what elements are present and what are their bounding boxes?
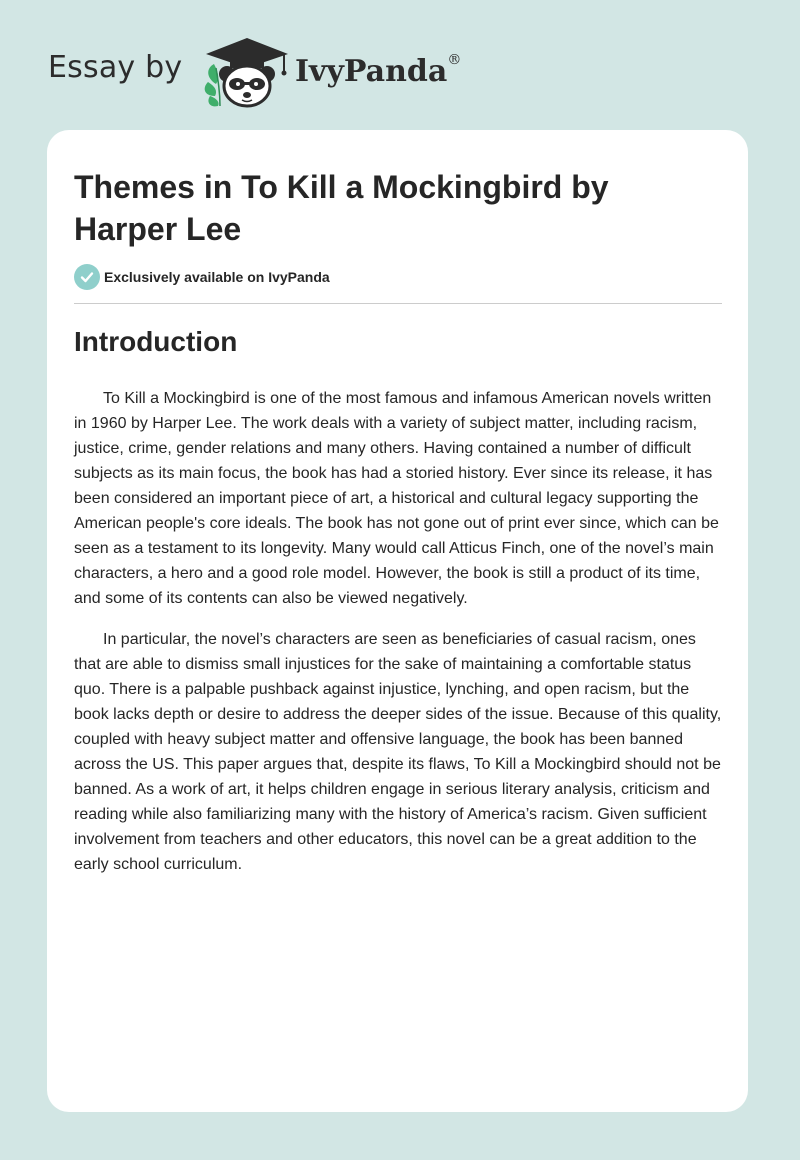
essay-card	[47, 130, 748, 1112]
exclusive-badge-label: Exclusively available on IvyPanda	[104, 269, 330, 285]
essay-body	[74, 386, 722, 893]
site-header	[48, 34, 508, 110]
ivypanda-panda-logo-icon[interactable]	[202, 34, 292, 110]
page-title: Themes in To Kill a Mockingbird by Harper Lee	[74, 169, 609, 247]
essay-by-label: Essay by	[48, 50, 183, 85]
registered-mark: ®	[447, 52, 462, 68]
divider	[74, 303, 722, 304]
paragraph: In particular, the novel’s characters are seen as beneficiaries of casual racism, ones that are able to dismiss small injustices for the sake of maintaining a comfortable status quo. There is a palpable pushback against injustice, lynching, and open racism, but the book lacks depth or desire to address the deeper sides of the issue. Because of this quality, coupled with heavy subject matter and offensive language, the book has been banned across the US. This paper argues that, despite its flaws, To Kill a Mockingbird should not be banned. As a work of art, it helps children engage in serious literary analysis, criticism and reading while also familiarizing many with the history of America’s racism. Given sufficient involvement from teachers and other educators, this novel can be a great addition to the early school curriculum.	[74, 631, 722, 873]
section-heading-introduction: Introduction	[74, 326, 238, 357]
checkmark-icon	[74, 264, 100, 290]
paragraph: To Kill a Mockingbird is one of the most famous and infamous American novels written in 1960 by Harper Lee. The work deals with a variety of subject matter, including racism, justice, crime, gender relations and many others. Having contained a number of difficult subjects as its main focus, the book has had a storied history. Ever since its release, it has been considered an important piece of art, a historical and cultural legacy supporting the American people's core ideals. The book has not gone out of print ever since, which can be seen as a testament to its longevity. Many would call Atticus Finch, one of the novel’s main characters, a hero and a good role model. However, the book is still a product of its time, and some of its contents can also be viewed negatively.	[74, 390, 719, 607]
ivypanda-brand-name[interactable]: IvyPanda®	[295, 52, 462, 89]
exclusive-badge	[74, 263, 330, 291]
